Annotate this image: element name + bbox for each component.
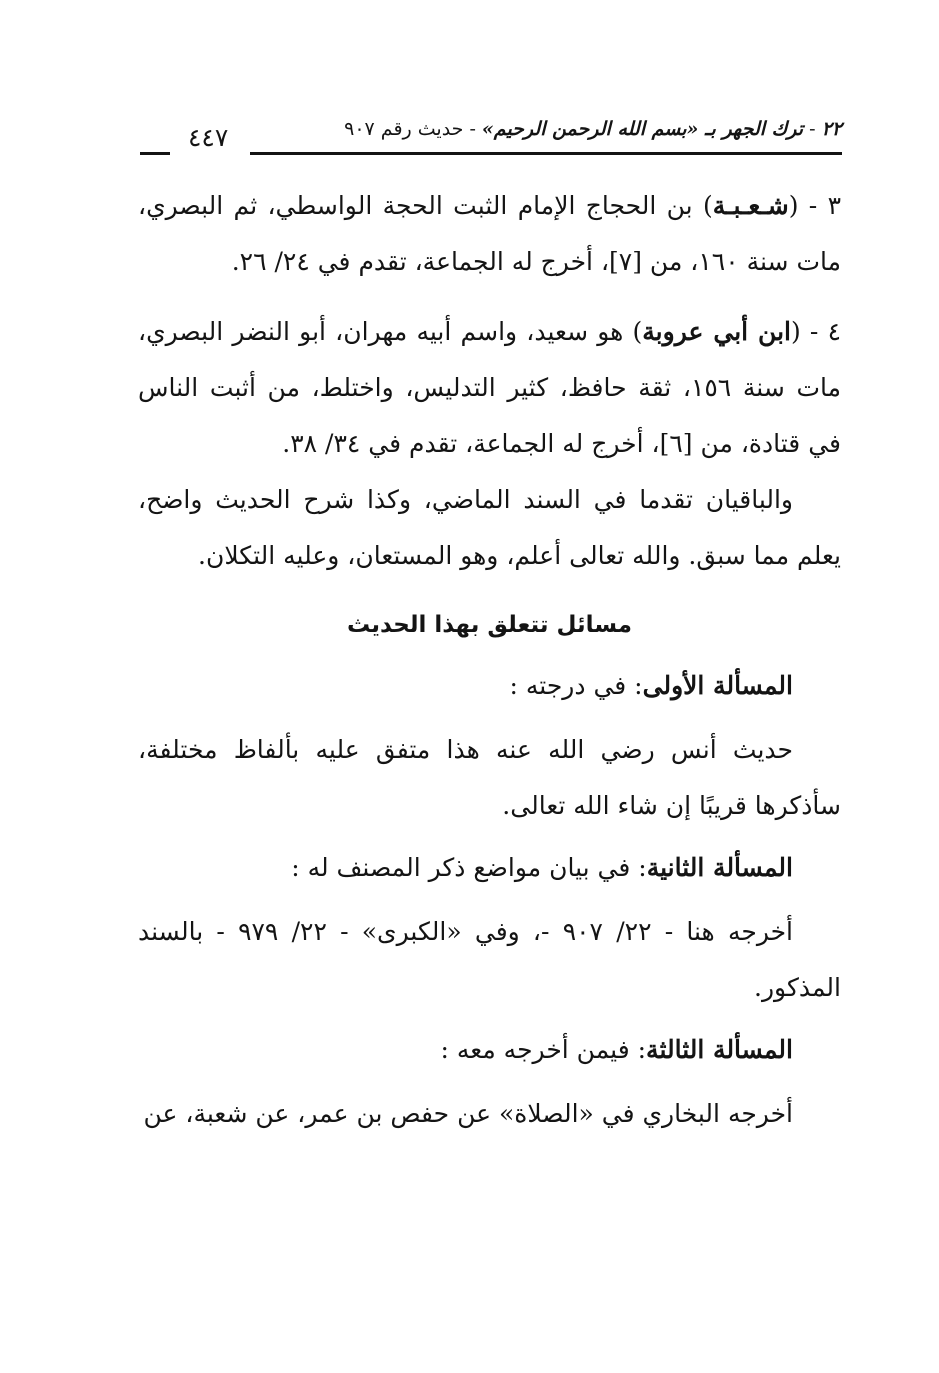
closing-note: والباقيان تقدما في السند الماضي، وكذا شرح الحديث واضح، يعلم مما سبق. والله تعالى أعلم، وهو المستعان، وعليه التكلان. [138, 485, 841, 570]
issue-heading [138, 1022, 841, 1078]
page-body [138, 178, 841, 1142]
narrator-entry: ٤ - (ابن أبي عروبة) هو سعيد، واسم أبيه مهران، أبو النضر البصري، مات سنة ١٥٦، ثقة حافظ، كثير التدليس، واختلط، من أثبت الناس في قتادة، من [٦]، أخرج له الجماعة، تقدم في ٣٤/ ٣٨. [138, 317, 841, 458]
narrator-name: شـعـبـة [712, 191, 789, 220]
header-rule-short [140, 152, 170, 155]
issue-body: أخرجه البخاري في «الصلاة» عن حفص بن عمر، عن شعبة، عن [143, 1099, 793, 1128]
issue-heading [138, 840, 841, 896]
hadith-number: حديث رقم ٩٠٧ [344, 118, 464, 140]
issue-topic: : في درجته : [509, 671, 643, 700]
issue-label: المسألة الثانية [646, 853, 793, 882]
narrator-name: ابن أبي عروبة [642, 317, 791, 346]
issue-label: المسألة الأولى [642, 671, 793, 700]
chapter-title: ترك الجهر بـ «بسم الله الرحمن الرحيم» [481, 118, 804, 140]
chapter-number: ٢٢ [821, 118, 842, 140]
issue-topic: : في بيان مواضع ذكر المصنف له : [291, 853, 647, 882]
page-number: ٤٤٧ [188, 123, 229, 152]
header-rule-long [250, 152, 842, 155]
narrator-entry: ٣ - (شـعـبـة) بن الحجاج الإمام الثبت الحجة الواسطي، ثم البصري، مات سنة ١٦٠، من [٧]، أخرج له الجماعة، تقدم في ٢٤/ ٢٦. [138, 191, 841, 276]
running-header [140, 108, 842, 158]
narrator-number: ٤ [827, 317, 841, 346]
narrator-number: ٣ [827, 191, 841, 220]
section-title: مسائل تتعلق بهذا الحديث [347, 612, 632, 638]
issue-topic: : فيمن أخرجه معه : [440, 1035, 647, 1064]
header-title: ٢٢ - ترك الجهر بـ «بسم الله الرحمن الرحيم» - حديث رقم ٩٠٧ [344, 118, 842, 140]
issue-body: أخرجه هنا - ٢٢/ ٩٠٧ -، وفي «الكبرى» - ٢٢/ ٩٧٩ - بالسند المذكور. [138, 917, 841, 1002]
issue-heading [138, 658, 841, 714]
issue-body: حديث أنس رضي الله عنه هذا متفق عليه بألفاظ مختلفة، سأذكرها قريبًا إن شاء الله تعالى. [138, 735, 841, 820]
narrator-text: هو سعيد، واسم أبيه مهران، أبو النضر البصري، مات سنة ١٥٦، ثقة حافظ، كثير التدليس، واختلط، من أثبت الناس في قتادة، من [٦]، أخرج له الجماعة، تقدم في ٣٤/ ٣٨. [138, 317, 841, 458]
issue-label: المسألة الثالثة [646, 1035, 793, 1064]
narrator-text: بن الحجاج الإمام الثبت الحجة الواسطي، ثم البصري، مات سنة ١٦٠، من [٧]، أخرج له الجماعة، تقدم في ٢٤/ ٢٦. [138, 191, 841, 276]
